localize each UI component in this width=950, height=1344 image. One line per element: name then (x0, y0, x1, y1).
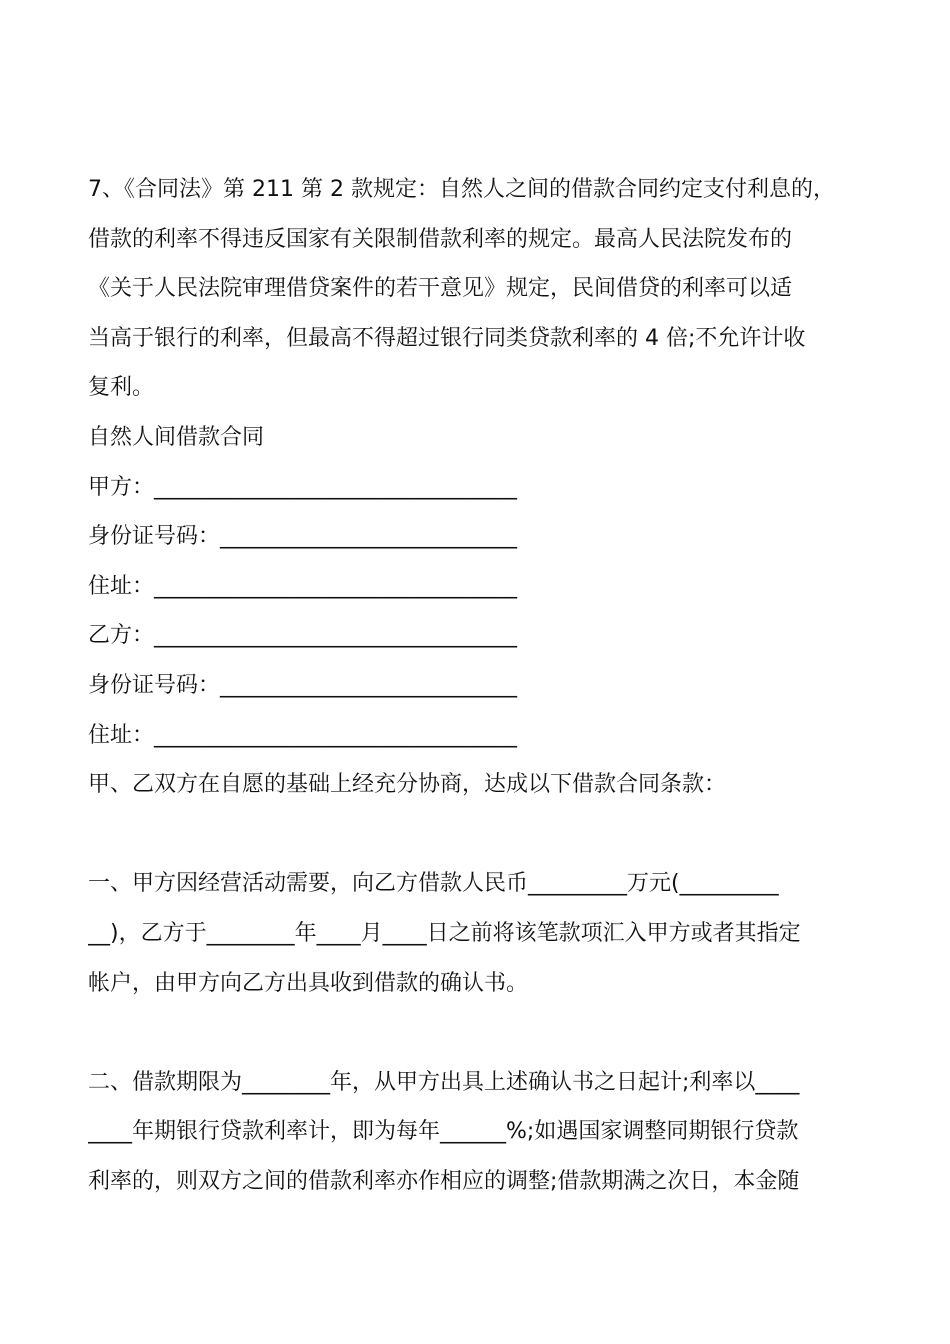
clause-2-line-2: ____年期银行贷款利率计，即为每年______%;如遇国家调整同期银行贷款 (88, 1119, 799, 1145)
clause-2-line-3: 利率的，则双方之间的借款利率亦作相应的调整;借款期满之次日，本金随 (88, 1168, 800, 1194)
clause-1-line-1: 一、甲方因经营活动需要，向乙方借款人民币_________万元(_________ (88, 871, 779, 897)
party-b-id-field: 身份证号码：___________________________ (88, 672, 518, 698)
document-page (88, 165, 870, 1206)
contract-title: 自然人间借款合同 (88, 424, 265, 450)
party-a-field: 甲方：_________________________________ (88, 474, 518, 500)
clause-7-line-4: 当高于银行的利率，但最高不得超过银行同类贷款利率的 4 倍;不允许计收 (88, 325, 806, 351)
party-b-address-field: 住址：_________________________________ (88, 722, 518, 748)
agreement-intro: 甲、乙双方在自愿的基础上经充分协商，达成以下借款合同条款： (88, 772, 727, 798)
party-a-id-field: 身份证号码：___________________________ (88, 524, 518, 550)
party-a-address-field: 住址：_________________________________ (88, 573, 518, 599)
blank-line (88, 810, 870, 860)
clause-7-line-2: 借款的利率不得违反国家有关限制借款利率的规定。最高人民法院发布的 (88, 226, 793, 252)
clause-1-line-2: __)，乙方于________年____月____日之前将该笔款项汇入甲方或者其指定 (88, 920, 801, 946)
clause-2-line-1: 二、借款期限为________年，从甲方出具上述确认书之日起计;利率以____ (88, 1069, 800, 1095)
party-b-field: 乙方：_________________________________ (88, 623, 518, 649)
clause-7-line-1: 7、《合同法》第 211 第 2 款规定：自然人之间的借款合同约定支付利息的， (88, 177, 835, 202)
blank-line (88, 1008, 870, 1058)
clause-7-line-5: 复利。 (88, 375, 155, 401)
clause-1-line-3: 帐户，由甲方向乙方出具收到借款的确认书。 (88, 970, 529, 996)
clause-7-line-3: 《关于人民法院审理借贷案件的若干意见》规定，民间借贷的利率可以适 (88, 276, 793, 302)
